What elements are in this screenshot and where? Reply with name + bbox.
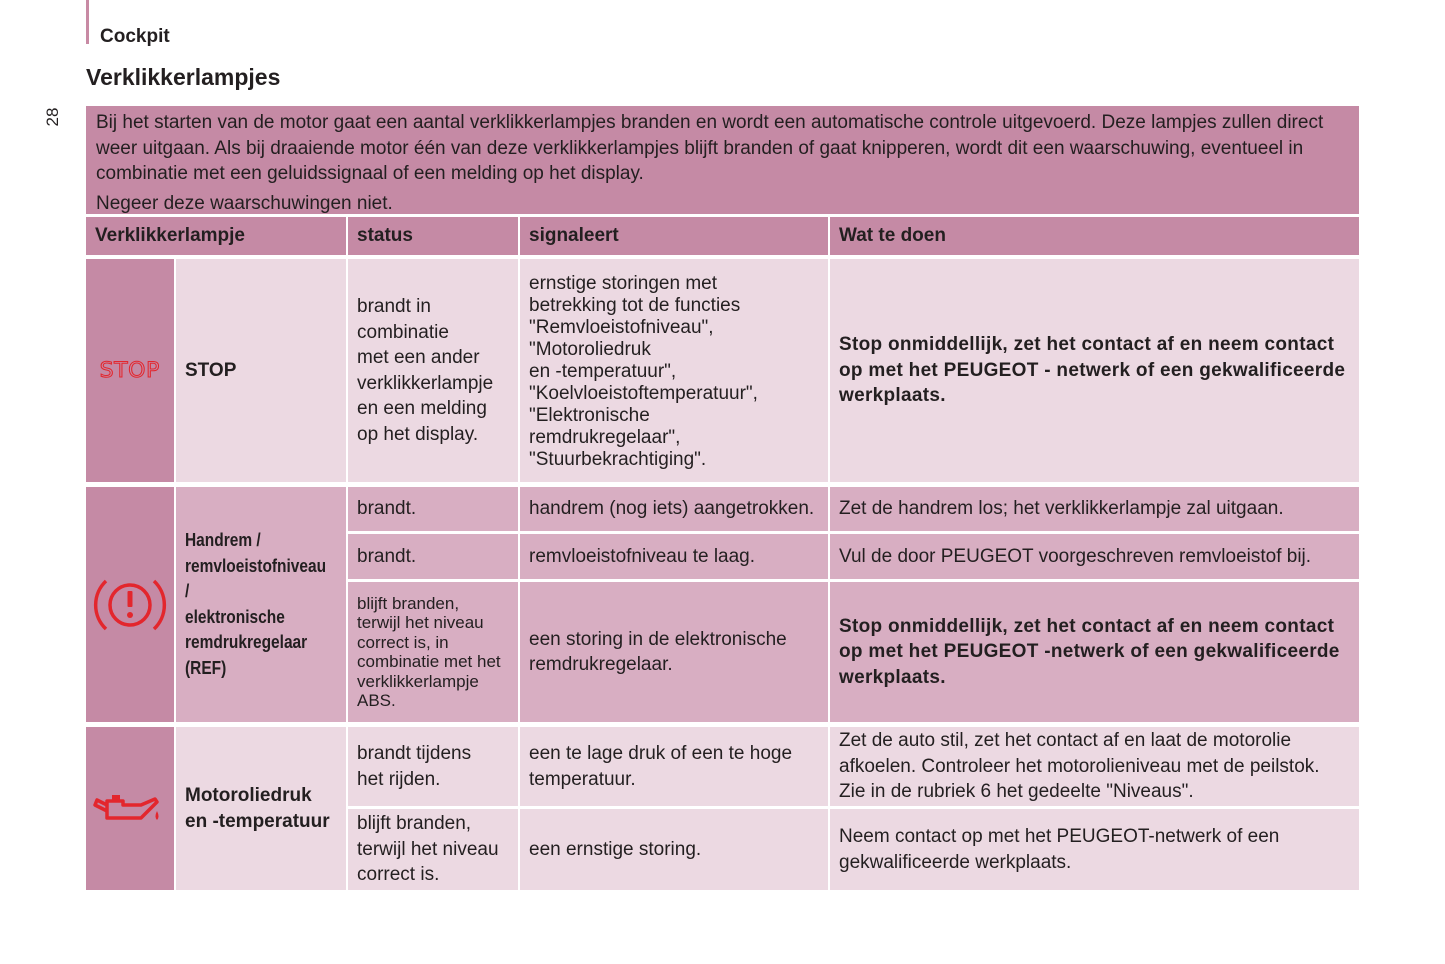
brake-signal-2: remvloeistofniveau te laag. [520, 534, 828, 579]
brake-signal-1: handrem (nog iets) aangetrokken. [520, 487, 828, 531]
intro-paragraph: Bij het starten van de motor gaat een aantal verklikkerlampjes branden en wordt een automatische controle uitgevoerd. Deze lampjes zullen direct weer uitgaan. Als bij draaiende motor één van deze verklikkerlampjes blijft branden of gaat knipperen, wordt dit een waarschuwing, eventueel in combinatie met een geluidssignaal of een melding op het display. [96, 112, 1324, 184]
oil-signal-2: een ernstige storing. [520, 809, 828, 890]
brake-action-2: Vul de door PEUGEOT voorgeschreven remvloeistof bij. [830, 534, 1359, 579]
page-number: 28 [43, 107, 62, 127]
column-header-action: Wat te doen [830, 217, 1359, 255]
brake-status-2: brandt. [348, 534, 518, 579]
stop-action: Stop onmiddellijk, zet het contact af en neem contact op met het PEUGEOT - netwerk of een gekwalificeerde werkplaats. [830, 259, 1359, 482]
stop-signal: ernstige storingen met betrekking tot de functies "Remvloeistofniveau", "Motoroliedruk en -temperatuur", "Koelvloeistoftemperatuur", "Elektronische remdrukregelaar", "Stuurbekrachtiging". [520, 259, 828, 482]
stop-warning-icon: STOP [99, 357, 161, 382]
stop-lamp-name: STOP [176, 259, 346, 482]
header-rule [86, 0, 89, 44]
brake-lamp-name: Handrem / remvloeistofniveau / elektronische remdrukregelaar (REF) [185, 530, 327, 678]
brake-action-3: Stop onmiddellijk, zet het contact af en neem contact op met het PEUGEOT -netwerk of een gekwalificeerde werkplaats. [830, 582, 1359, 722]
brake-lamp-name-cell [176, 487, 346, 722]
brake-status-3: blijft branden, terwijl het niveau correct is, in combinatie met het verklikkerlampje ABS. [348, 582, 518, 722]
brake-signal-3: een storing in de elektronische remdrukregelaar. [520, 582, 828, 722]
oil-action-1: Zet de auto stil, zet het contact af en laat de motorolie afkoelen. Controleer het motorolieniveau met de peilstok. Zie in de rubriek 6 het gedeelte "Niveaus". [830, 727, 1359, 806]
stop-lamp-cell [86, 259, 174, 482]
intro-warning: Negeer deze waarschuwingen niet. [96, 192, 393, 214]
column-header-status: status [348, 217, 518, 255]
oil-status-1: brandt tijdens het rijden. [348, 727, 518, 806]
intro-box [86, 106, 1359, 214]
oil-status-2: blijft branden, terwijl het niveau correct is. [348, 809, 518, 890]
stop-status: brandt in combinatie met een ander verklikkerlampje en een melding op het display. [348, 259, 518, 482]
oil-signal-1: een te lage druk of een te hoge temperatuur. [520, 727, 828, 806]
column-header-signal: signaleert [520, 217, 828, 255]
page-title: Verklikkerlampjes [86, 64, 281, 90]
oil-lamp-cell [86, 727, 174, 890]
brake-status-1: brandt. [348, 487, 518, 531]
brake-action-1: Zet de handrem los; het verklikkerlampje zal uitgaan. [830, 487, 1359, 531]
brake-lamp-cell [86, 487, 174, 722]
section-label: Cockpit [100, 26, 170, 47]
oil-pressure-icon [93, 789, 167, 829]
oil-action-2: Neem contact op met het PEUGEOT-netwerk of een gekwalificeerde werkplaats. [830, 809, 1359, 890]
column-header-lamp: Verklikkerlampje [86, 217, 346, 255]
oil-lamp-name: Motoroliedruk en -temperatuur [176, 727, 346, 890]
brake-warning-icon [92, 572, 168, 638]
